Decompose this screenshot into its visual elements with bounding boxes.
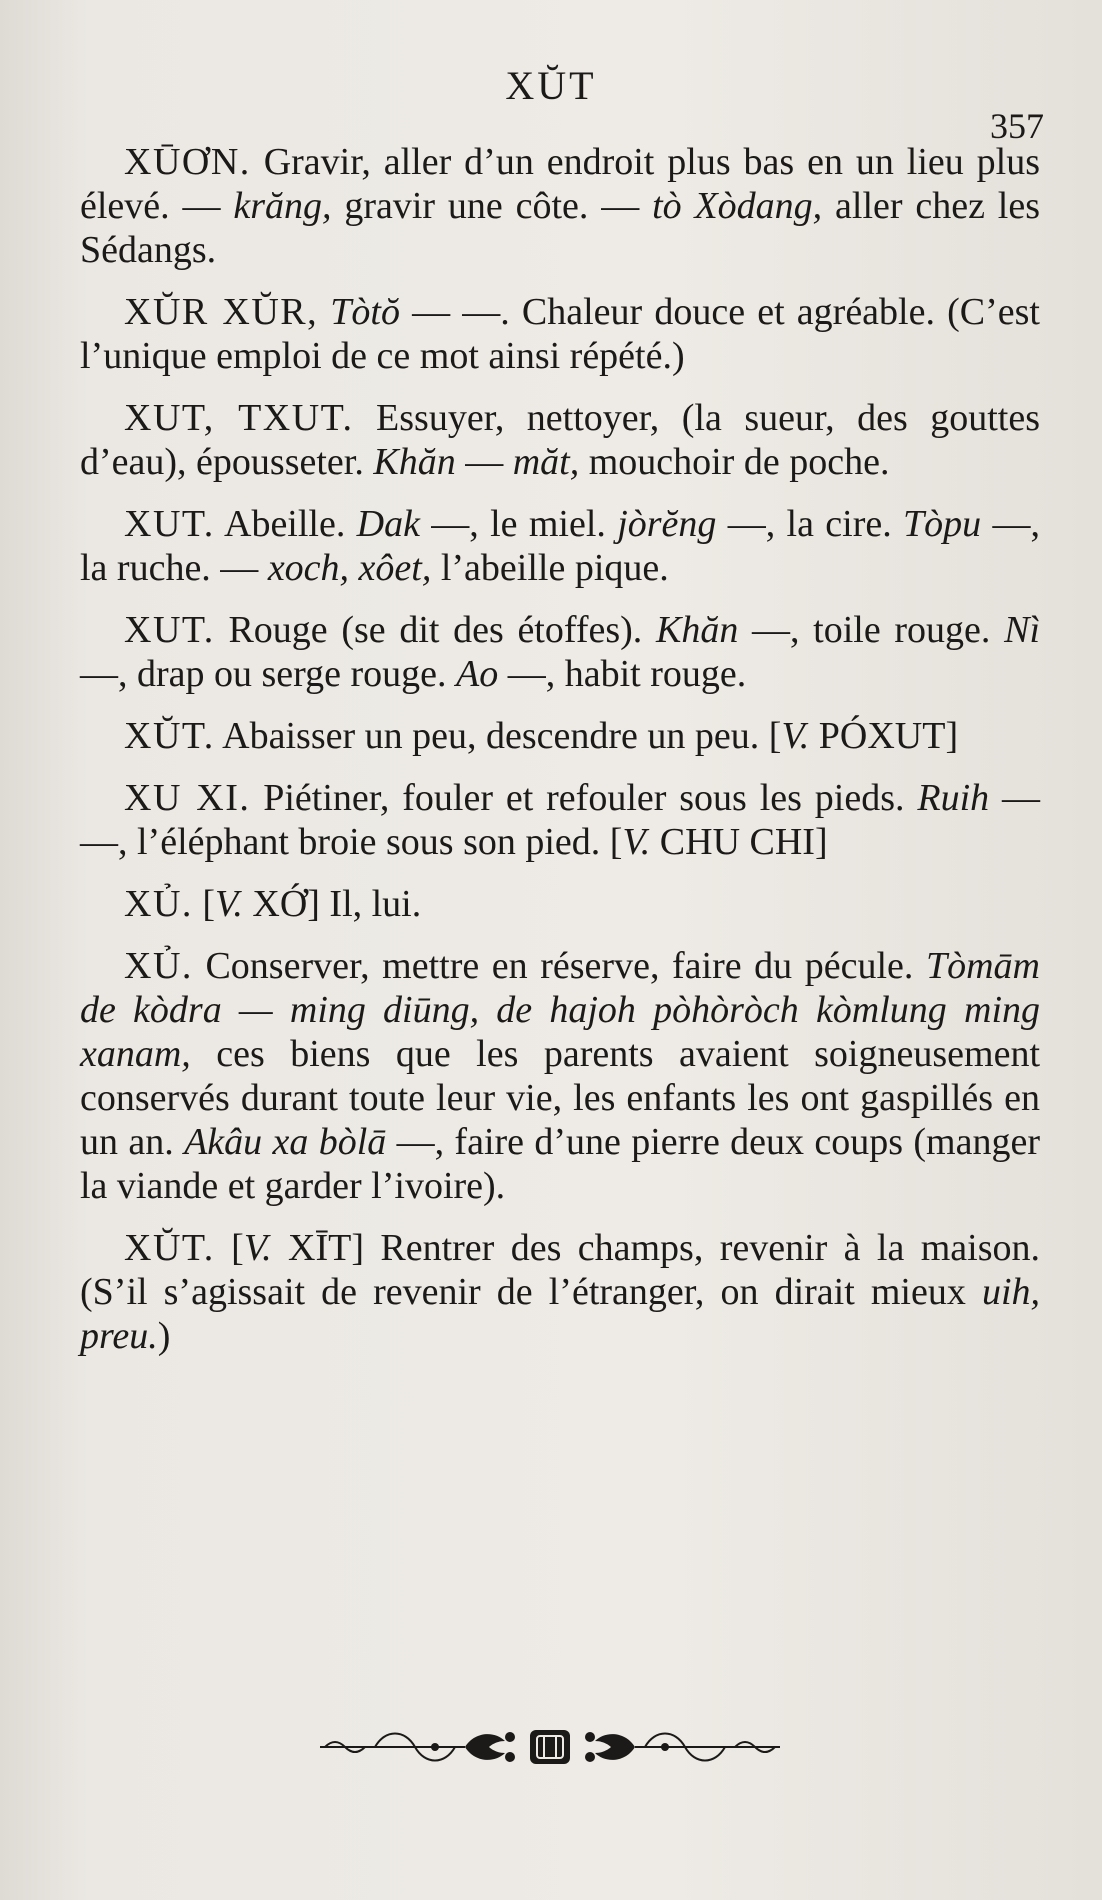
entry-text: Abaisser un peu, descendre un peu. [ bbox=[214, 715, 782, 757]
entry-text: Essuyer, nettoyer, (la sueur, des gouttes d’eau), épousseter. bbox=[80, 397, 1040, 483]
dictionary-entry bbox=[80, 1226, 1040, 1358]
entry-text: — —, l’éléphant broie sous son pied. [ bbox=[80, 777, 1041, 863]
dictionary-entry bbox=[80, 944, 1040, 1208]
dictionary-entry bbox=[80, 290, 1040, 378]
ornament-tailpiece-icon bbox=[315, 1722, 785, 1772]
dictionary-entry bbox=[80, 396, 1040, 484]
dictionary-entry bbox=[80, 502, 1040, 590]
page-number: 357 bbox=[990, 106, 1044, 146]
entry-text: —, le miel. bbox=[419, 503, 618, 545]
entry-text: CHU CHI] bbox=[650, 821, 828, 863]
entry-text: —, toile rouge. bbox=[738, 609, 1005, 651]
entry-text: Conserver, mettre en réserve, faire du pécule. bbox=[192, 945, 926, 987]
dictionary-entry bbox=[80, 714, 1040, 758]
entry-italic: jòrĕng bbox=[617, 503, 717, 545]
entry-italic: krăng, bbox=[233, 185, 332, 227]
entry-text: [ bbox=[214, 1227, 244, 1269]
entry-text: Abeille. bbox=[214, 503, 357, 545]
entry-headword: XŬT. bbox=[124, 715, 215, 757]
entry-text: Gravir, aller d’un endroit plus bas en un lieu plus élevé. — bbox=[80, 141, 1040, 227]
entry-italic: uih, preu. bbox=[80, 1271, 1040, 1357]
entry-headword: XỦ. bbox=[124, 945, 193, 987]
entry-italic: Akâu xa bòlā bbox=[184, 1121, 387, 1163]
entry-italic: Khăn bbox=[373, 441, 456, 483]
dictionary-entry bbox=[80, 776, 1040, 864]
entry-text: —, la cire. bbox=[716, 503, 904, 545]
entry-text: XĪT] Rentrer des champs, revenir à la maison. (S’il s’agissait de revenir de l’étranger, on dirait mieux bbox=[80, 1227, 1040, 1313]
entry-italic: xoch, xôet, bbox=[267, 547, 432, 589]
entry-text: XỚ] Il, lui. bbox=[242, 883, 422, 925]
entry-text: —, la ruche. — bbox=[80, 503, 1040, 589]
entry-text: —, faire d’une pierre deux coups (manger la viande et garder l’ivoire). bbox=[80, 1121, 1040, 1207]
entry-italic: V. bbox=[243, 1227, 272, 1269]
entry-text: Rouge (se dit des étoffes). bbox=[214, 609, 656, 651]
entry-italic: Khăn bbox=[655, 609, 739, 651]
entry-headword: XŪƠN. bbox=[124, 141, 251, 183]
entry-text: [ bbox=[192, 883, 216, 925]
entry-headword: XŬR XŬR, bbox=[124, 291, 319, 333]
running-head: XŬT bbox=[505, 63, 597, 108]
entry-text: Piétiner, fouler et refouler sous les pieds. bbox=[250, 777, 918, 819]
entry-headword: XUT, TXUT. bbox=[124, 397, 354, 439]
entry-text: —, drap ou serge rouge. bbox=[80, 653, 457, 695]
entry-headword: XŬT. bbox=[124, 1227, 215, 1269]
entry-italic: Tòpu bbox=[903, 503, 982, 545]
entry-italic: Ruih bbox=[917, 777, 990, 819]
entry-text bbox=[318, 291, 330, 333]
entry-italic: măt, bbox=[512, 441, 580, 483]
entry-text: gravir une côte. — bbox=[331, 185, 653, 227]
entry-headword: XUT. bbox=[124, 609, 215, 651]
dictionary-entry bbox=[80, 140, 1040, 272]
entry-text: ) bbox=[157, 1315, 171, 1357]
entry-headword: XU XI. bbox=[124, 777, 251, 819]
entry-text: PÓXUT] bbox=[809, 715, 959, 757]
entry-italic: Ao bbox=[456, 653, 499, 695]
entry-headword: XUT. bbox=[124, 503, 215, 545]
dictionary-entries bbox=[80, 140, 1040, 1376]
entry-text: aller chez les Sédangs. bbox=[80, 185, 1041, 271]
entry-italic: Nì bbox=[1004, 609, 1040, 651]
dictionary-entry bbox=[80, 608, 1040, 696]
entry-text: mouchoir de poche. bbox=[579, 441, 890, 483]
entry-text: —, habit rouge. bbox=[498, 653, 747, 695]
dictionary-entry bbox=[80, 882, 1040, 926]
entry-italic: Tòmām de kòdra — ming diūng, de hajoh pòhòròch kòmlung ming xanam, bbox=[80, 945, 1040, 1075]
entry-text: — bbox=[455, 441, 513, 483]
entry-italic: V. bbox=[215, 883, 243, 925]
entry-headword: XỦ. bbox=[124, 883, 193, 925]
entry-italic: V. bbox=[622, 821, 651, 863]
entry-text: — —. Chaleur douce et agréable. (C’est l’unique emploi de ce mot ainsi répété.) bbox=[80, 291, 1040, 377]
entry-italic: V. bbox=[781, 715, 810, 757]
entry-text: l’abeille pique. bbox=[431, 547, 669, 589]
entry-text: ces biens que les parents avaient soigneusement conservés durant toute leur vie, les enfants les ont gaspillés en un an. bbox=[80, 1033, 1040, 1163]
entry-italic: Tòtŏ bbox=[330, 291, 400, 333]
entry-italic: Dak bbox=[356, 503, 420, 545]
entry-italic: tò Xòdang, bbox=[652, 185, 823, 227]
